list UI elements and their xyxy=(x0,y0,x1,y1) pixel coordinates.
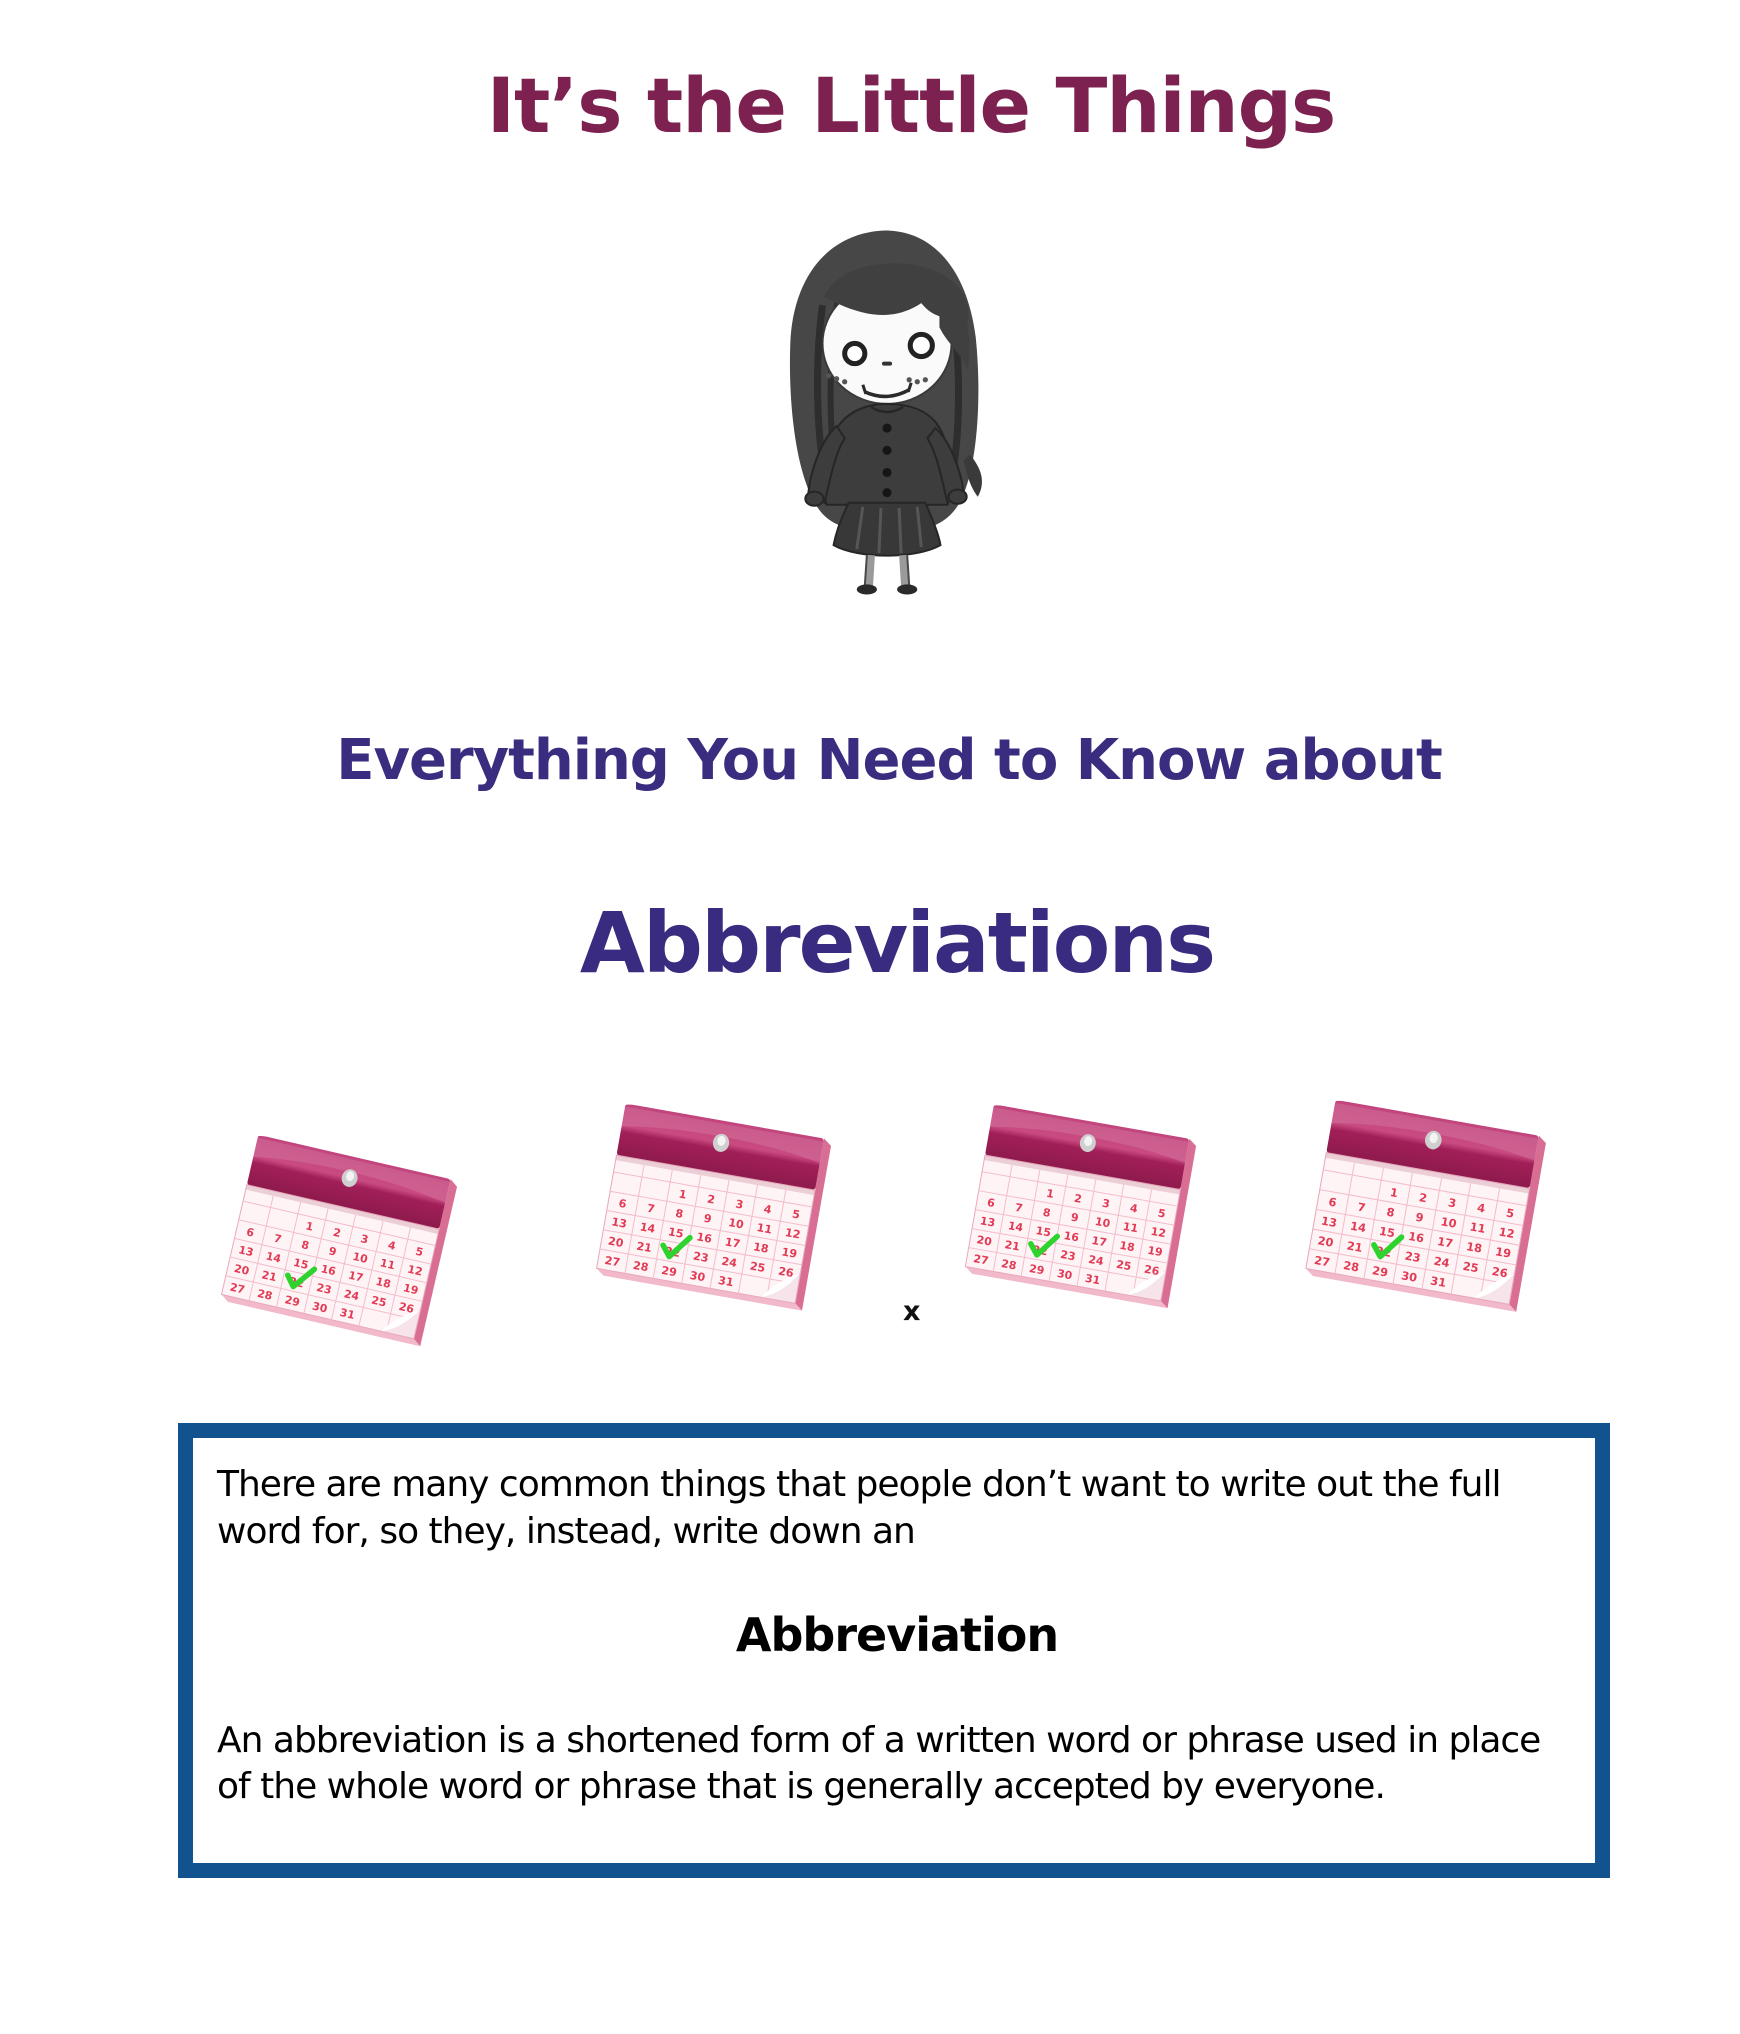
definition-heading: Abbreviation xyxy=(735,1607,1059,1662)
girl-drawing xyxy=(762,224,1008,598)
girl-skirt xyxy=(834,503,941,556)
topic-title: Abbreviations xyxy=(579,894,1215,992)
calendar-icon xyxy=(953,1100,1201,1334)
girl-shoe xyxy=(897,584,917,594)
multiplication-x-label: x xyxy=(903,1296,921,1327)
girl-shoe xyxy=(857,584,877,594)
calendar-icon xyxy=(205,1134,464,1369)
page-title: It’s the Little Things xyxy=(486,60,1336,150)
definition-box xyxy=(178,1423,1610,1878)
calendar-icon xyxy=(1293,1100,1551,1334)
subtitle: Everything You Need to Know about xyxy=(336,728,1442,793)
definition-intro-text: There are many common things that people don’t want to write out the full word for, so they, instead, write down an xyxy=(217,1464,1501,1552)
calendar-icon xyxy=(584,1098,836,1338)
girl-right-eye xyxy=(910,334,932,356)
girl-left-eye xyxy=(845,343,865,363)
girl-illustration xyxy=(762,224,1008,598)
definition-body-text: An abbreviation is a shortened form of a written word or phrase used in place of the whole word or phrase that is generally accepted by everyone. xyxy=(217,1719,1541,1808)
